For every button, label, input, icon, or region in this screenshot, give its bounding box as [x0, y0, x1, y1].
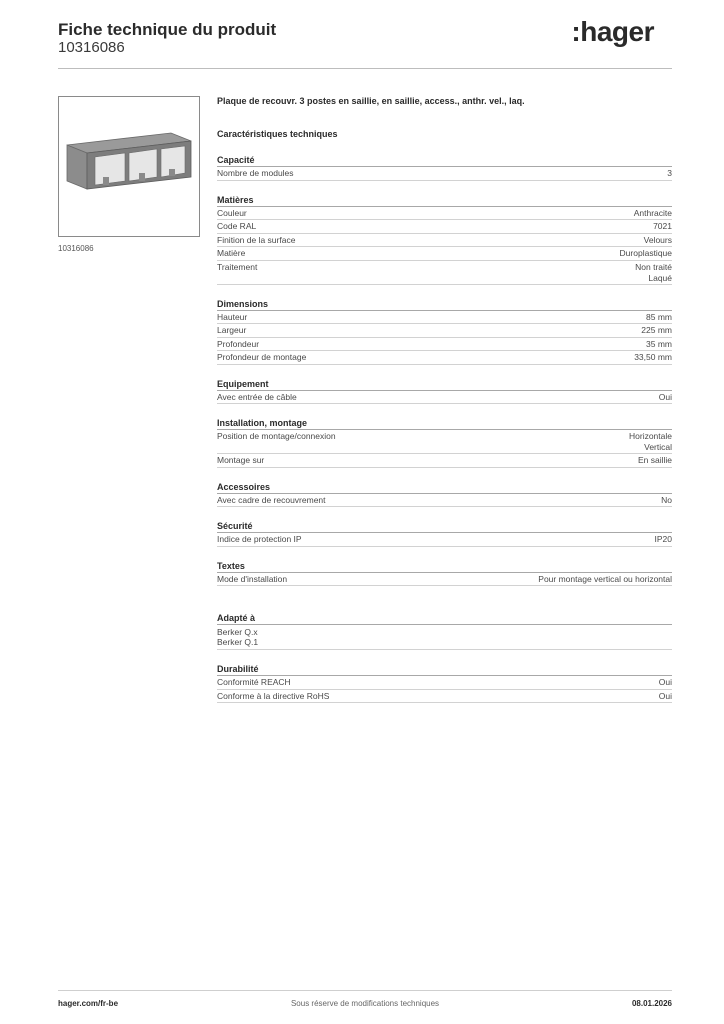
spec-row: [217, 494, 672, 508]
spec-row: [217, 391, 672, 405]
cover-plate-illustration: [59, 97, 199, 236]
section-title: Dimensions: [217, 298, 672, 311]
document-title: Fiche technique du produit: [58, 20, 277, 39]
page-header: [58, 16, 672, 68]
spec-value: 7021: [653, 221, 672, 231]
spec-section: [217, 520, 672, 547]
list-item: Berker Q.1: [217, 637, 259, 647]
spec-row: [217, 533, 672, 547]
hager-logo: :hager: [571, 16, 654, 47]
spec-label: Indice de protection IP: [217, 534, 302, 544]
section-title: Durabilité: [217, 663, 672, 676]
section-title: Adapté à: [217, 612, 672, 625]
section-title: Sécurité: [217, 520, 672, 533]
footer-notice: Sous réserve de modifications techniques: [290, 999, 440, 1008]
spec-label: Conformité REACH: [217, 677, 291, 687]
list-item: Berker Q.x: [217, 627, 258, 637]
spec-label: Hauteur: [217, 311, 248, 322]
spec-label: Mode d'installation: [217, 573, 288, 584]
spec-value: Pour montage vertical ou horizontal: [538, 573, 672, 584]
section-durability: [217, 663, 672, 703]
footer-date: 08.01.2026: [631, 999, 672, 1008]
spec-row: [217, 573, 672, 587]
spec-label: Montage sur: [217, 455, 265, 465]
spec-row: [217, 690, 672, 704]
spec-value: Oui: [658, 677, 672, 687]
spec-label: Position de montage/connexion: [217, 431, 336, 441]
spec-value: Horizontale Vertical: [629, 431, 672, 452]
footer-website-link[interactable]: hager.com/fr-be: [58, 999, 119, 1008]
spec-label: Largeur: [217, 325, 247, 335]
spec-label: Profondeur de montage: [217, 352, 307, 362]
spec-value: En saillie: [637, 455, 672, 465]
section-title: Accessoires: [217, 481, 672, 494]
spec-row: [217, 261, 672, 285]
spec-row: [217, 324, 672, 338]
spec-value: 85 mm: [646, 311, 672, 322]
spec-section: [217, 417, 672, 468]
spec-section: [217, 298, 672, 365]
spec-value: Velours: [643, 234, 672, 245]
spec-label: Code RAL: [217, 221, 257, 231]
spec-section: [217, 154, 672, 181]
spec-section: [217, 481, 672, 508]
spec-label: Avec entrée de câble: [217, 391, 297, 402]
spec-row: [217, 454, 672, 468]
spec-value: 35 mm: [646, 338, 672, 349]
spec-label: Conforme à la directive RoHS: [217, 690, 330, 701]
image-caption: 10316086: [58, 244, 94, 253]
spec-row: [217, 207, 672, 221]
product-description: Plaque de recouvr. 3 postes en saillie, en saillie, access., anthr. vel., laq.: [217, 96, 525, 106]
spec-value: 225 mm: [641, 325, 672, 335]
spec-row: [217, 167, 672, 181]
spec-label: Profondeur: [217, 338, 260, 349]
spec-label: Nombre de modules: [217, 168, 294, 178]
spec-value: 3: [667, 168, 672, 178]
section-title: Capacité: [217, 154, 672, 167]
spec-row: [217, 311, 672, 325]
section-title: Equipement: [217, 378, 672, 391]
spec-value: Non traité Laqué: [635, 261, 672, 283]
section-adapted: [217, 612, 672, 650]
spec-row: [217, 220, 672, 234]
spec-section: [217, 378, 672, 405]
spec-row: [217, 338, 672, 352]
footer-divider: [58, 990, 672, 991]
spec-sections: [217, 154, 672, 586]
spec-label: Finition de la surface: [217, 234, 296, 245]
spec-row: [217, 676, 672, 690]
section-title: Installation, montage: [217, 417, 672, 430]
product-image: [58, 96, 200, 237]
section-title: Matières: [217, 194, 672, 207]
specifications: [217, 96, 672, 703]
spec-label: Avec cadre de recouvrement: [217, 494, 326, 505]
technical-characteristics-title: Caractéristiques techniques: [217, 129, 338, 139]
spec-section: [217, 194, 672, 285]
spec-section: [217, 560, 672, 587]
spec-label: Couleur: [217, 207, 247, 218]
spec-value: Anthracite: [633, 207, 672, 218]
spec-value: 33,50 mm: [634, 352, 672, 362]
spec-value: Duroplastique: [619, 248, 672, 258]
spec-row: [217, 351, 672, 365]
spec-value: Oui: [658, 391, 672, 402]
section-title: Textes: [217, 560, 672, 573]
header-divider: [58, 68, 672, 69]
spec-label: Matière: [217, 248, 246, 258]
spec-row: [217, 247, 672, 261]
spec-value: Oui: [658, 690, 672, 701]
spec-value: IP20: [654, 534, 672, 544]
spec-row: [217, 234, 672, 248]
spec-value: No: [661, 494, 672, 505]
spec-label: Traitement: [217, 261, 258, 272]
spec-row: [217, 430, 672, 454]
adapted-list: [217, 625, 672, 650]
product-reference: 10316086: [58, 39, 125, 56]
